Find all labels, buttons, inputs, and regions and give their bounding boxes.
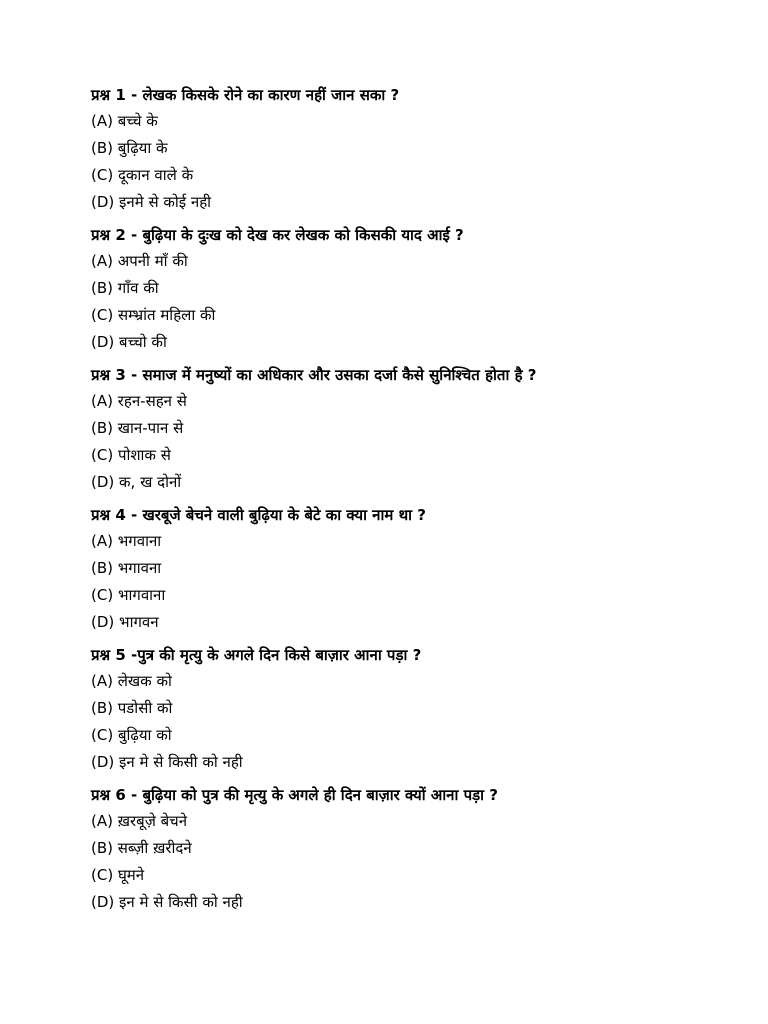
question-text: प्रश्न 2 - बुढ़िया के दुःख को देख कर लेखक को किसकी याद आई ? <box>91 226 464 244</box>
question-block-4 <box>91 504 731 638</box>
option-b: (B) खान-पान से <box>91 419 184 437</box>
option-d: (D) इन मे से किसी को नही <box>91 753 243 771</box>
option-a: (A) भगवाना <box>91 532 162 550</box>
option-b: (B) सब्ज़ी ख़रीदने <box>91 839 192 857</box>
option-c: (C) घूमने <box>91 866 145 884</box>
option-a: (A) रहन-सहन से <box>91 392 187 410</box>
option-c: (C) सम्भ्रांत महिला की <box>91 306 216 324</box>
option-a: (A) बच्चे के <box>91 112 158 130</box>
option-b: (B) बुढ़िया के <box>91 139 168 157</box>
question-block-2 <box>91 224 731 358</box>
option-d: (D) इन मे से किसी को नही <box>91 893 243 911</box>
option-c: (C) पोशाक से <box>91 446 171 464</box>
option-c: (C) भागवाना <box>91 586 166 604</box>
option-a: (A) ख़रबूज़े बेचने <box>91 812 188 830</box>
question-block-1 <box>91 84 731 218</box>
question-text: प्रश्न 3 - समाज में मनुष्यों का अधिकार और उसका दर्जा कैसे सुनिश्चित होता है ? <box>91 366 537 384</box>
option-d: (D) बच्चो की <box>91 333 167 351</box>
question-block-5 <box>91 644 731 778</box>
option-d: (D) भागवन <box>91 613 159 631</box>
option-a: (A) लेखक को <box>91 672 172 690</box>
question-text: प्रश्न 5 -पुत्र की मृत्यु के अगले दिन किसे बाज़ार आना पड़ा ? <box>91 646 422 664</box>
option-b: (B) भगावना <box>91 559 162 577</box>
option-d: (D) क, ख दोनों <box>91 473 182 491</box>
question-text: प्रश्न 4 - खरबूजे बेचने वाली बुढ़िया के बेटे का क्या नाम था ? <box>91 506 426 524</box>
option-c: (C) दूकान वाले के <box>91 166 194 184</box>
option-c: (C) बुढ़िया को <box>91 726 172 744</box>
question-text: प्रश्न 1 - लेखक किसके रोने का कारण नहीं जान सका ? <box>91 86 400 104</box>
question-block-6 <box>91 784 731 918</box>
worksheet-page <box>91 84 731 924</box>
option-d: (D) इनमे से कोई नही <box>91 193 212 211</box>
option-b: (B) गाँव की <box>91 279 159 297</box>
question-block-3 <box>91 364 731 498</box>
option-b: (B) पडोसी को <box>91 699 173 717</box>
option-a: (A) अपनी माँ की <box>91 252 188 270</box>
question-text: प्रश्न 6 - बुढ़िया को पुत्र की मृत्यु के अगले ही दिन बाज़ार क्यों आना पड़ा ? <box>91 786 498 804</box>
